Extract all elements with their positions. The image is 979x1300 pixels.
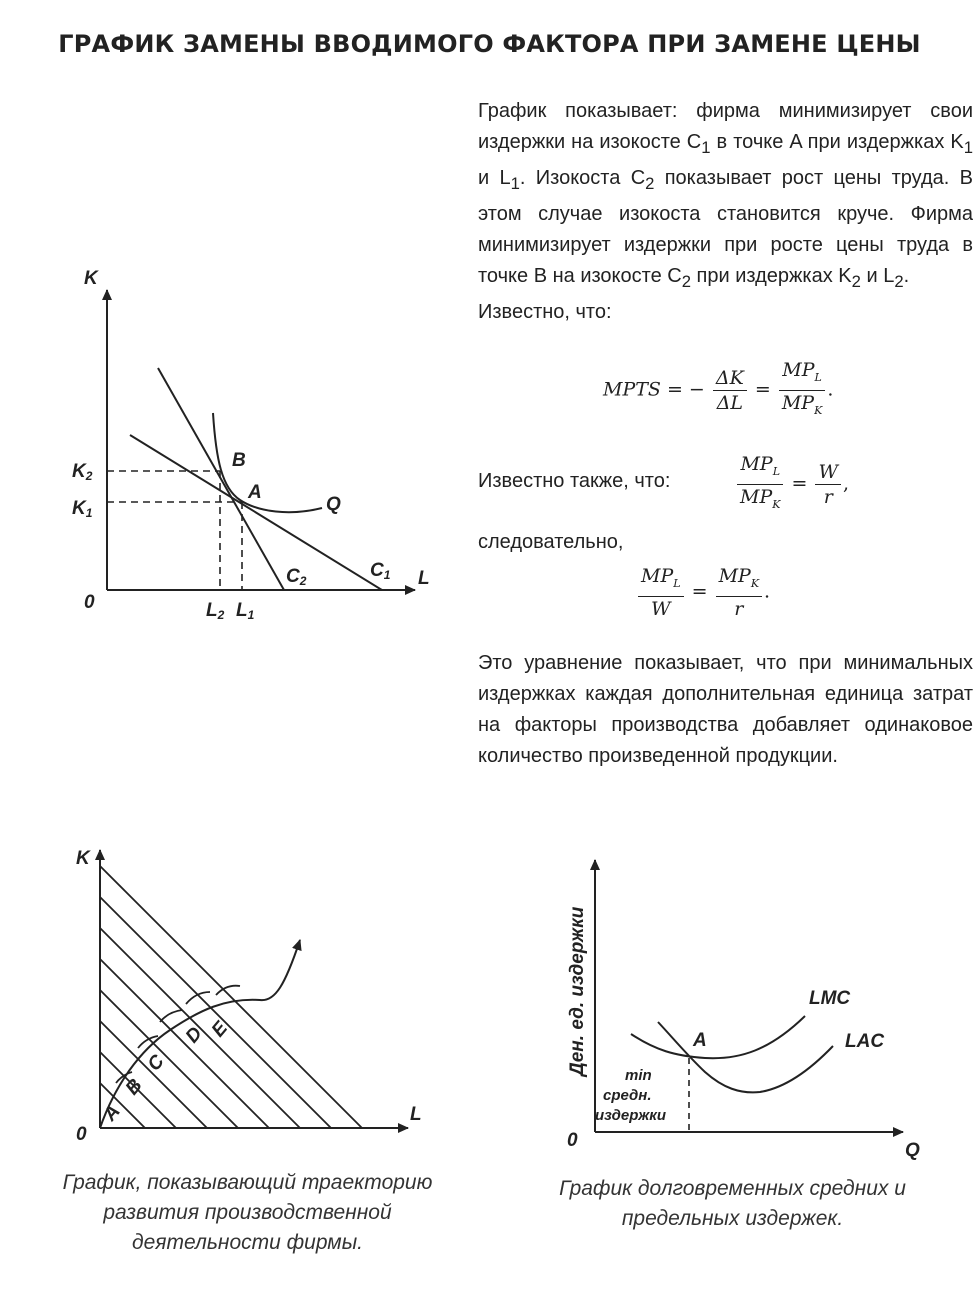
svg-text:K1: K1 [72, 498, 93, 520]
x-axis-label: L [418, 568, 430, 589]
svg-text:C2: C2 [286, 566, 307, 588]
y-axis-label: Ден. ед. издержки [567, 906, 588, 1076]
l1-label: L [236, 600, 248, 621]
c1-label: C [370, 560, 384, 581]
c2-label: C [286, 566, 300, 587]
lac-curve [658, 1022, 833, 1092]
origin-label: 0 [76, 1124, 87, 1145]
lac-label: LAC [845, 1031, 885, 1052]
conclusion-paragraph: Это уравнение показывает, что при минимальных издержках каждая дополнительная единица затрат на факторы производства добавляет одинаковое количество произведенной продукции. [478, 652, 973, 767]
x-axis-label: L [410, 1104, 422, 1125]
svg-text:C1: C1 [370, 560, 391, 582]
isocost-graph [60, 260, 440, 630]
point-a-label: A [248, 482, 262, 503]
x-axis-label: Q [905, 1140, 920, 1161]
k1-label: K [72, 498, 86, 519]
point-d-label: D [181, 1023, 207, 1048]
expansion-path-caption: График, показывающий траекторию развития производственной деятельности фирмы. [62, 1171, 433, 1254]
min-label: min [625, 1067, 652, 1084]
isocost-c1 [130, 435, 382, 590]
long-run-cost-graph [555, 850, 935, 1170]
y-axis-label: K [76, 848, 90, 869]
known-label: Известно, что: [478, 301, 612, 323]
lmc-label: LMC [809, 988, 851, 1009]
page-title: ГРАФИК ЗАМЕНЫ ВВОДИМОГО ФАКТОРА ПРИ ЗАМЕНЕ ЦЕНЫ [58, 30, 921, 58]
costs-label: издержки [595, 1107, 667, 1124]
l2-label: L [206, 600, 218, 621]
lmc-curve [631, 1016, 805, 1058]
formula-equimarginal: $\frac{MP_L}{W}$ = $\frac{MP_K}{r}$ . [636, 564, 770, 621]
origin-label: 0 [84, 592, 95, 613]
point-b-label: B [121, 1075, 147, 1100]
avg-label: средн. [603, 1087, 652, 1104]
formula-mpts: MPTS = − $\frac{\Delta K}{\Delta L}$ = $\frac{MP_L}{MP_K}$ . [603, 359, 834, 417]
point-e-label: E [207, 1017, 232, 1042]
point-c-label: C [143, 1051, 169, 1076]
isoquant-q [213, 413, 322, 512]
svg-text:L2: L2 [206, 600, 225, 622]
point-b-label: B [232, 450, 246, 471]
isocost-c2 [158, 368, 284, 590]
k2-label: K [72, 461, 86, 482]
svg-text:L1: L1 [236, 600, 255, 622]
origin-label: 0 [567, 1130, 578, 1151]
intro-paragraph: График показывает: фирма минимизирует свои издержки на изокосте $C_1$ в точке A при издержках $K_1$ и $L_1$. Изокоста $C_2$ показывает рост цены труда. В этом случае изокоста становится круче. Фирма минимизирует издержки при росте цены труда в точке B на изокосте $C_2$ при издержках $K_2$ и $L_2$. Известно, что: [478, 96, 973, 328]
therefore-label: следовательно, [478, 531, 624, 553]
expansion-path-graph [60, 840, 440, 1160]
y-axis-label: K [84, 268, 98, 289]
long-run-cost-caption: График долговременных средних и предельных издержек. [559, 1177, 906, 1230]
known-also-label: Известно также, что: [478, 470, 671, 492]
point-a-label: A [693, 1030, 707, 1051]
svg-text:K2: K2 [72, 461, 93, 483]
point-a-label: A [99, 1101, 125, 1126]
isoquant-q-label: Q [326, 494, 341, 515]
formula-mp-ratio: $\frac{MP_L}{MP_K}$ = $\frac{W}{r}$ , [735, 452, 849, 517]
